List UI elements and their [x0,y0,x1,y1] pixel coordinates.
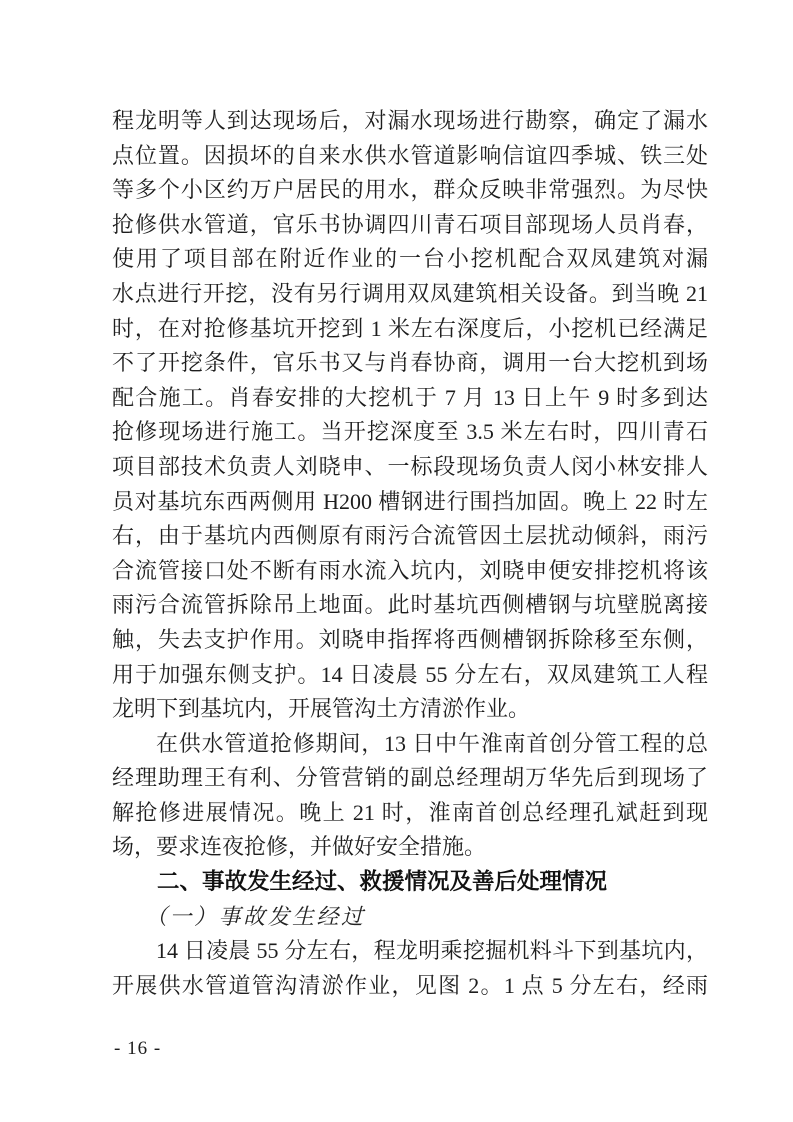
text-line: 使用了项目部在附近作业的一台小挖机配合双凤建筑对漏 [112,246,708,272]
text-line: 水点进行开挖，没有另行调用双凤建筑相关设备。到当晚 21 [112,280,708,306]
text-line: 等多个小区约万户居民的用水，群众反映非常强烈。为尽快 [112,177,708,203]
text-line: 在供水管道抢修期间，13 日中午淮南首创分管工程的总 [156,730,708,756]
text-line: 龙明下到基坑内，开展管沟土方清淤作业。 [112,696,531,722]
document-body [112,104,708,1003]
text-line: 右，由于基坑内西侧原有雨污合流管因土层扰动倾斜，雨污 [112,523,708,549]
page-number: - 16 - [114,1038,162,1059]
text-line: 触，失去支护作用。刘晓申指挥将西侧槽钢拆除移至东侧， [112,626,708,652]
text-line: 项目部技术负责人刘晓申、一标段现场负责人闵小林安排人 [112,453,708,479]
text-line: 用于加强东侧支护。14 日凌晨 55 分左右，双凤建筑工人程 [112,661,708,687]
text-line: 不了开挖条件，官乐书又与肖春协商，调用一台大挖机到场 [112,350,708,376]
subsection-heading: （一）事故发生经过 [145,903,366,929]
text-line: 开展供水管道管沟清淤作业，见图 2。1 点 5 分左右，经雨 [112,972,708,998]
text-line: 雨污合流管拆除吊上地面。此时基坑西侧槽钢与坑壁脱离接 [112,592,708,618]
text-line: 员对基坑东西两侧用 H200 槽钢进行围挡加固。晚上 22 时左 [112,488,708,514]
text-line: 程龙明等人到达现场后，对漏水现场进行勘察，确定了漏水 [112,108,708,133]
text-line: 解抢修进展情况。晚上 21 时，淮南首创总经理孔斌赶到现 [112,799,708,825]
text-line: 抢修供水管道，官乐书协调四川青石项目部现场人员肖春， [112,211,708,237]
text-line: 配合施工。肖春安排的大挖机于 7 月 13 日上午 9 时多到达 [112,384,708,410]
section-heading: 二、事故发生经过、救援情况及善后处理情况 [157,869,608,895]
text-line: 点位置。因损坏的自来水供水管道影响信谊四季城、铁三处 [112,142,708,168]
text-line: 经理助理王有利、分管营销的副总经理胡万华先后到现场了 [112,765,708,791]
text-line: 14 日凌晨 55 分左右，程龙明乘挖掘机料斗下到基坑内， [156,938,708,964]
text-line: 场，要求连夜抢修，并做好安全措施。 [112,834,487,860]
text-line: 抢修现场进行施工。当开挖深度至 3.5 米左右时，四川青石 [112,419,708,445]
text-line: 合流管接口处不断有雨水流入坑内，刘晓申便安排挖机将该 [112,557,708,583]
text-line: 时，在对抢修基坑开挖到 1 米左右深度后，小挖机已经满足 [112,315,708,341]
